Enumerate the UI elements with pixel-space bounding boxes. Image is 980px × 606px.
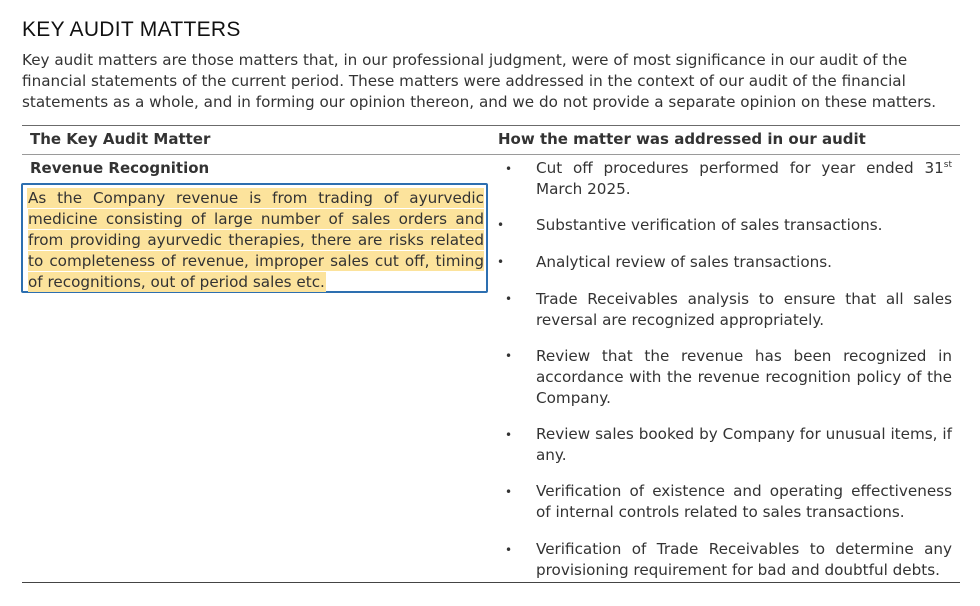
procedure-item: Verification of existence and operating effectiveness of internal controls related to sales transactions. — [536, 482, 952, 521]
procedure-item: Substantive verification of sales transactions. — [536, 216, 883, 234]
table-top-rule — [22, 125, 960, 126]
bullet-icon: • — [505, 349, 513, 363]
bullet-icon: • — [505, 162, 513, 176]
procedure-item: Review sales booked by Company for unusual items, if any. — [536, 425, 952, 464]
column-header-key-audit-matter: The Key Audit Matter — [30, 130, 211, 148]
bullet-icon: • — [505, 428, 513, 442]
bullet-icon: • — [497, 255, 505, 269]
bullet-icon: • — [505, 543, 513, 557]
procedure-item: Review that the revenue has been recognized in accordance with the revenue recognition policy of the Company. — [536, 347, 952, 407]
bullet-icon: • — [505, 292, 513, 306]
procedure-item: Cut off procedures performed for year ended 31st March 2025. — [536, 159, 952, 198]
section-title: KEY AUDIT MATTERS — [22, 18, 241, 41]
matter-description[interactable] — [28, 188, 484, 293]
matter-title: Revenue Recognition — [30, 159, 210, 177]
procedure-item: Analytical review of sales transactions. — [536, 253, 832, 271]
procedure-item: Trade Receivables analysis to ensure that all sales reversal are recognized appropriately. — [536, 290, 952, 329]
procedure-item: Verification of Trade Receivables to determine any provisioning requirement for bad and doubtful debts. — [536, 540, 952, 579]
bullet-icon: • — [497, 218, 505, 232]
column-header-how-addressed: How the matter was addressed in our audit — [498, 130, 866, 148]
highlighted-text: As the Company revenue is from trading of ayurvedic medicine consisting of large number of sales orders and from providing ayurvedic therapies, there are risks related to completeness of revenue, improper sales cut off, timing of recognitions, out of period sales etc. — [28, 189, 484, 291]
bullet-icon: • — [505, 485, 513, 499]
table-bottom-rule — [22, 582, 960, 583]
table-header-rule — [22, 154, 960, 155]
intro-paragraph: Key audit matters are those matters that, in our professional judgment, were of most significance in our audit of the financial statements of the current period. These matters were addressed in the context of our audit of the financial statements as a whole, and in forming our opinion thereon, and we do not provide a separate opinion on these matters. — [22, 51, 937, 111]
